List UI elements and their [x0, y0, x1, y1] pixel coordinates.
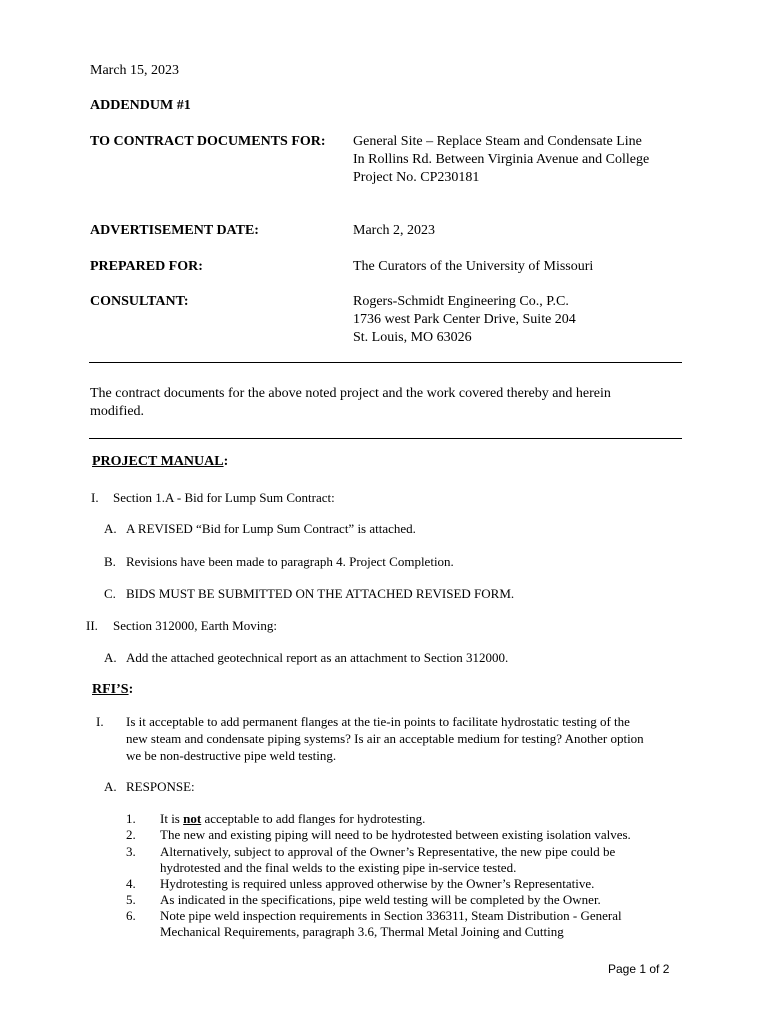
response-item-number: 4.	[126, 876, 136, 891]
advertisement-date: March 2, 2023	[353, 223, 436, 238]
section-title: Section 1.A - Bid for Lump Sum Contract:	[113, 490, 335, 505]
rfis-heading	[92, 681, 133, 699]
item-text: A REVISED “Bid for Lump Sum Contract” is attached.	[126, 521, 416, 536]
item-text: BIDS MUST BE SUBMITTED ON THE ATTACHED REVISED FORM.	[126, 586, 515, 601]
project-manual-heading-text: PROJECT MANUAL	[92, 454, 224, 469]
prepared-for-value: The Curators of the University of Missouri	[353, 259, 594, 274]
consultant-line: St. Louis, MO 63026	[353, 330, 472, 345]
contract-docs-label: TO CONTRACT DOCUMENTS FOR:	[90, 134, 326, 149]
rfi-number: I.	[96, 714, 104, 729]
item-letter: A.	[104, 521, 117, 536]
response-item-number: 2.	[126, 827, 136, 842]
project-manual-heading	[92, 453, 228, 471]
item-letter: A.	[104, 650, 117, 665]
contract-docs-line: General Site – Replace Steam and Condensate Line	[353, 134, 642, 149]
section-title: Section 312000, Earth Moving:	[113, 618, 277, 633]
item-letter: C.	[104, 586, 116, 601]
response-letter: A.	[104, 779, 117, 794]
item-text: Add the attached geotechnical report as an attachment to Section 312000.	[126, 650, 509, 665]
addendum-title: ADDENDUM #1	[90, 98, 191, 113]
section-number: I.	[91, 490, 99, 505]
response-item-text: Mechanical Requirements, paragraph 3.6, Thermal Metal Joining and Cutting	[160, 924, 564, 939]
response-item-text: Alternatively, subject to approval of the Owner’s Representative, the new pipe could be	[160, 844, 616, 859]
response-item-text: The new and existing piping will need to be hydrotested between existing isolation valves.	[160, 827, 631, 842]
response-item-number: 3.	[126, 844, 136, 859]
rfis-heading-text: RFI’S	[92, 682, 129, 697]
heading-colon: :	[223, 454, 229, 469]
item-letter: B.	[104, 554, 116, 569]
consultant-line: 1736 west Park Center Drive, Suite 204	[353, 312, 576, 327]
response-item-text: hydrotested and the final welds to the existing pipe in-service tested.	[160, 860, 517, 875]
response-item-number: 1.	[126, 811, 136, 826]
response-text-part: acceptable to add flanges for hydrotesting.	[201, 811, 426, 826]
divider	[89, 362, 682, 363]
contract-docs-line: In Rollins Rd. Between Virginia Avenue and College	[353, 152, 650, 167]
response-title: RESPONSE:	[126, 779, 195, 794]
consultant-line: Rogers-Schmidt Engineering Co., P.C.	[353, 294, 569, 309]
response-item-number: 6.	[126, 908, 136, 923]
document-date: March 15, 2023	[90, 63, 180, 78]
divider	[89, 438, 682, 439]
response-text-part: It is	[160, 811, 184, 826]
advertisement-label: ADVERTISEMENT DATE:	[90, 223, 259, 238]
consultant-label: CONSULTANT:	[90, 294, 189, 309]
response-item-number: 5.	[126, 892, 136, 907]
response-item-text: As indicated in the specifications, pipe weld testing will be completed by the Owner.	[160, 892, 601, 907]
response-item-text: Note pipe weld inspection requirements in Section 336311, Steam Distribution - General	[160, 908, 622, 923]
rfi-question-line: new steam and condensate piping systems? Is air an acceptable medium for testing? Another option	[126, 731, 644, 746]
section-number: II.	[86, 618, 98, 633]
intro-line: modified.	[90, 404, 145, 419]
item-text: Revisions have been made to paragraph 4. Project Completion.	[126, 554, 454, 569]
intro-line: The contract documents for the above noted project and the work covered thereby and herein	[90, 386, 611, 401]
contract-docs-line: Project No. CP230181	[353, 170, 480, 185]
emphasis-not: not	[183, 811, 202, 826]
page-number: Page 1 of 2	[608, 962, 670, 976]
rfi-question-line: we be non-destructive pipe weld testing.	[126, 748, 337, 763]
rfi-question-line: Is it acceptable to add permanent flanges at the tie-in points to facilitate hydrostatic testing of the	[126, 714, 630, 729]
heading-colon: :	[128, 682, 134, 697]
prepared-for-label: PREPARED FOR:	[90, 259, 203, 274]
response-item-text	[160, 810, 425, 827]
response-item-text: Hydrotesting is required unless approved otherwise by the Owner’s Representative.	[160, 876, 595, 891]
